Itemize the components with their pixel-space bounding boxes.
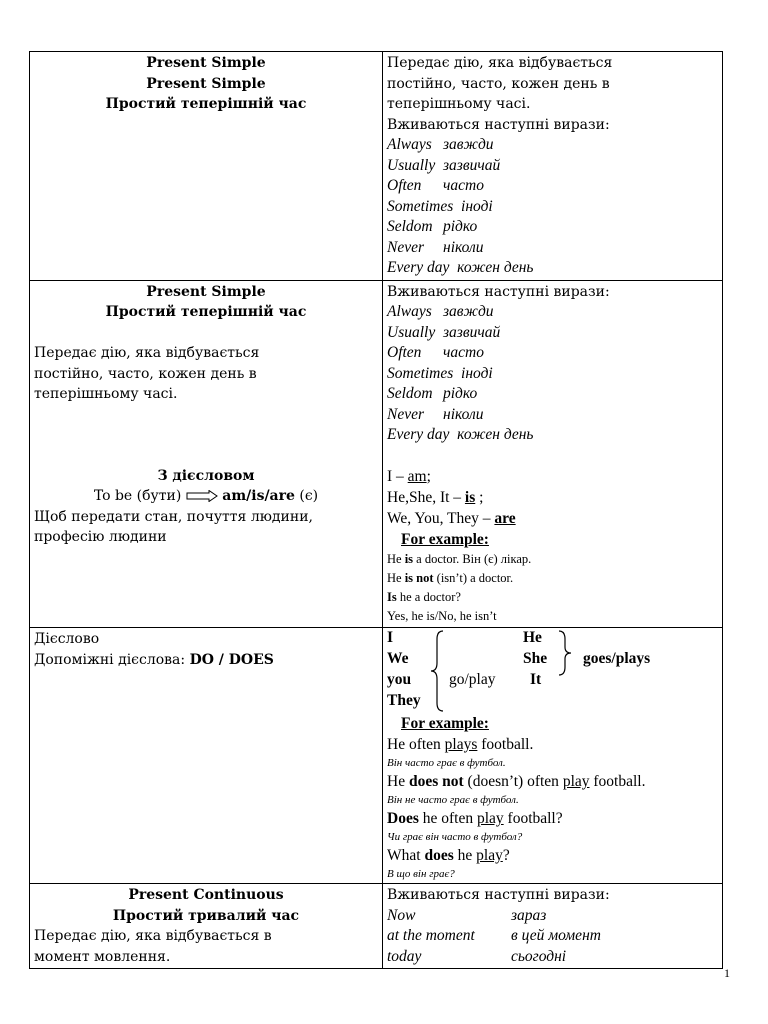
for-example-label: For example: <box>401 531 489 548</box>
row1-left-cell <box>30 52 383 281</box>
pronoun: I <box>387 629 394 646</box>
expression-item: Seldom рідко <box>387 385 478 402</box>
row2-expressions-header: Вживаються наступні вирази: <box>387 283 610 300</box>
example-translation: В що він грає? <box>387 868 455 880</box>
row2-description: постійно, часто, кожен день в <box>34 365 257 382</box>
row4-description: Передає дію, яка відбувається в <box>34 928 272 944</box>
example-sentence: He often plays football. <box>387 736 534 753</box>
brace-icon <box>387 629 727 713</box>
usage-text: професію людини <box>34 529 167 545</box>
row2-title-ua: Простий теперішній час <box>105 304 307 320</box>
row2-description: теперішньому часі. <box>34 386 178 402</box>
pronoun-diagram <box>387 629 718 713</box>
table-row <box>30 280 723 628</box>
verb-heading: З дієсловом <box>157 467 255 484</box>
table-row <box>30 884 723 969</box>
row1-expressions-header: Вживаються наступні вирази: <box>387 116 610 133</box>
grammar-table <box>29 51 723 969</box>
expression-item: Always завжди <box>387 303 494 320</box>
row1-description: теперішньому часі. <box>387 96 531 112</box>
example-sentence: Yes, he is/No, he isn’t <box>387 609 497 623</box>
row1-title-ua: Простий теперішній час <box>105 96 307 112</box>
pronoun: you <box>387 671 412 688</box>
row3-title: Дієслово <box>34 631 100 647</box>
row1-title: Present Simple <box>146 55 266 71</box>
example-sentence: He does not (doesn’t) often play football. <box>387 773 646 790</box>
verb-form: go/play <box>449 671 496 688</box>
example-translation: Він не часто грає в футбол. <box>387 794 519 806</box>
expression-item: Often часто <box>387 177 484 194</box>
example-sentence: What does he play? <box>387 847 510 864</box>
expression-item: Now зараз <box>387 906 547 924</box>
row3-right-cell <box>383 628 723 884</box>
row4-description: момент мовлення. <box>34 948 171 965</box>
row4-expressions-header: Вживаються наступні вирази: <box>387 887 610 903</box>
table-row <box>30 628 723 884</box>
row2-left-cell <box>30 280 383 628</box>
expression-item: Sometimes іноді <box>387 364 493 382</box>
aux-verbs-line: Допоміжні дієслова: DO / DOES <box>34 651 274 668</box>
arrow-right-icon <box>186 490 218 502</box>
expression-item: Never ніколи <box>387 405 484 423</box>
table-row <box>30 52 723 281</box>
example-sentence: He is a doctor. Він (є) лікар. <box>387 552 532 566</box>
expression-item: at the moment в цей момент <box>387 927 601 944</box>
pronoun: They <box>387 692 421 709</box>
to-be-line: To be (бути) am/is/are (є) <box>93 488 319 504</box>
row4-right-cell <box>383 884 723 969</box>
row3-left-cell <box>30 628 383 884</box>
verb-form: goes/plays <box>583 650 651 667</box>
expression-item: Sometimes іноді <box>387 197 493 215</box>
example-sentence: Is he a doctor? <box>387 590 461 604</box>
row2-right-cell <box>383 280 723 628</box>
expression-item: Every day кожен день <box>387 259 534 276</box>
pronoun: We <box>387 650 409 667</box>
row4-title-ua: Простий тривалий час <box>112 907 300 924</box>
page-number: 1 <box>724 966 730 980</box>
expression-item: Always завжди <box>387 136 494 153</box>
conjugation-line: He,She, It – is ; <box>387 489 484 506</box>
expression-item: Never ніколи <box>387 238 484 256</box>
row4-left-cell <box>30 884 383 969</box>
expression-item: Often часто <box>387 344 484 361</box>
for-example-label: For example: <box>401 715 489 732</box>
row2-title: Present Simple <box>146 283 266 300</box>
pronoun: He <box>523 629 542 646</box>
example-sentence: He is not (isn’t) a doctor. <box>387 571 514 585</box>
row1-description: постійно, часто, кожен день в <box>387 75 610 92</box>
expression-item: Usually зазвичай <box>387 156 501 174</box>
pronoun: She <box>523 650 548 667</box>
row2-description: Передає дію, яка відбувається <box>34 345 260 361</box>
expression-item: Every day кожен день <box>387 426 534 443</box>
expression-item: Usually зазвичай <box>387 323 501 341</box>
example-translation: Чи грає він часто в футбол? <box>387 831 523 843</box>
row1-title: Present Simple <box>146 75 266 92</box>
row1-right-cell <box>383 52 723 281</box>
example-sentence: Does he often play football? <box>387 810 563 827</box>
row4-title: Present Continuous <box>128 887 284 903</box>
expression-item: Seldom рідко <box>387 218 478 235</box>
pronoun: It <box>530 671 542 688</box>
expression-item: today сьогодні <box>387 947 567 965</box>
conjugation-line: We, You, They – are <box>387 510 516 527</box>
example-translation: Він часто грає в футбол. <box>387 757 506 769</box>
row1-description: Передає дію, яка відбувається <box>387 55 613 71</box>
conjugation-line: I – am; <box>387 468 431 485</box>
usage-text: Щоб передати стан, почуття людини, <box>34 508 313 525</box>
